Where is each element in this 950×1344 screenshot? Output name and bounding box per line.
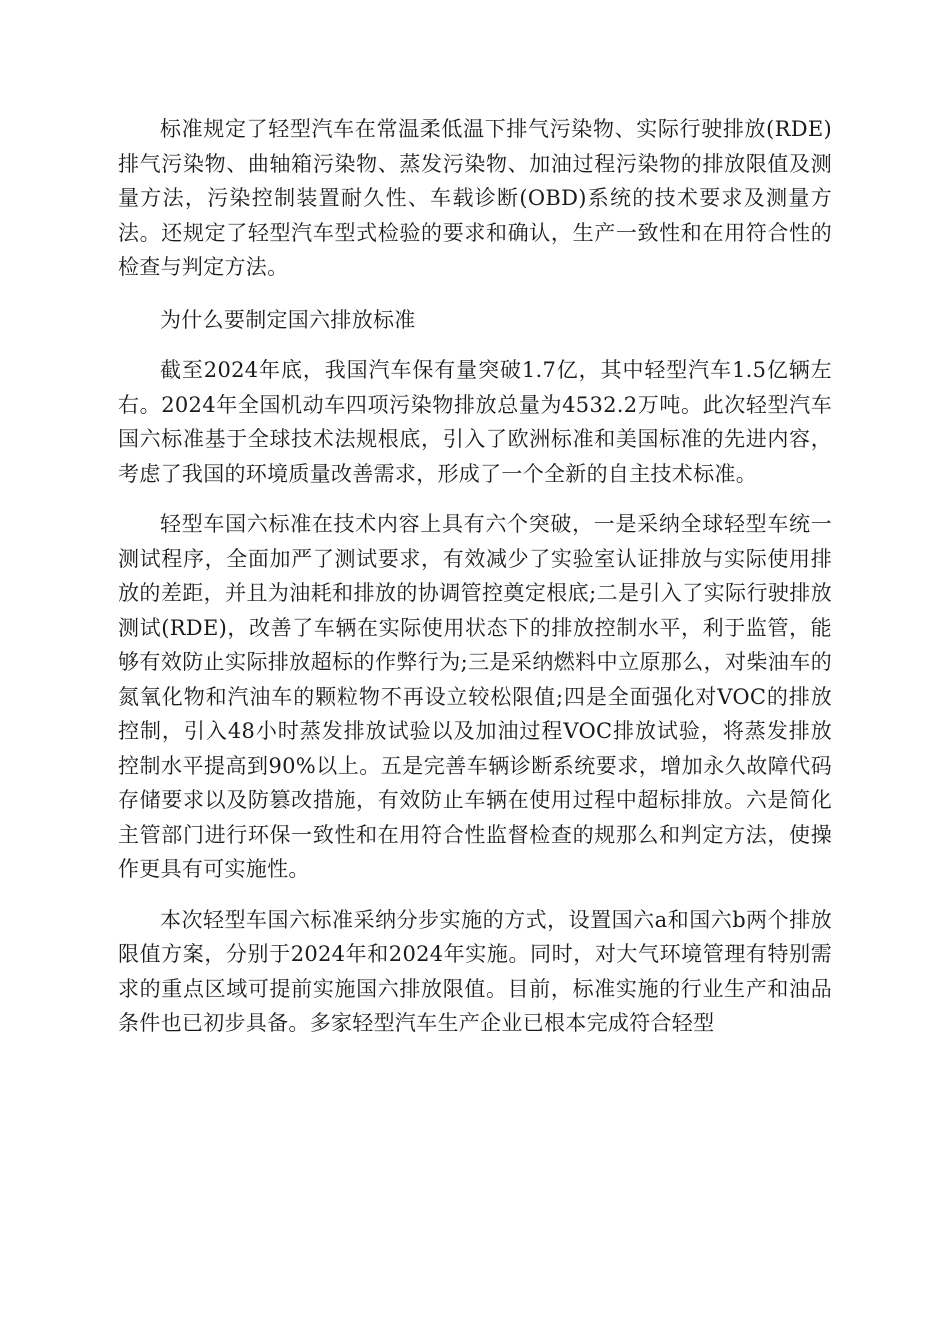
- document-body: [118, 112, 832, 1041]
- paragraph-six-breakthroughs: 轻型车国六标准在技术内容上具有六个突破，一是采纳全球轻型车统一测试程序，全面加严了测试要求，有效减少了实验室认证排放与实际使用排放的差距，并且为油耗和排放的协调管控奠定根底;二是引入了实际行驶排放测试(RDE)，改善了车辆在实际使用状态下的排放控制水平，利于监管，能够有效防止实际排放超标的作弊行为;三是采纳燃料中立原那么，对柴油车的氮氧化物和汽油车的颗粒物不再设立较松限值;四是全面强化对VOC的排放控制，引入48小时蒸发排放试验以及加油过程VOC排放试验，将蒸发排放控制水平提高到90%以上。五是完善车辆诊断系统要求，增加永久故障代码存储要求以及防篡改措施，有效防止车辆在使用过程中超标排放。六是简化主管部门进行环保一致性和在用符合性监督检查的规那么和判定方法，使操作更具有可实施性。: [118, 512, 832, 881]
- paragraph-implementation-plan: 本次轻型车国六标准采纳分步实施的方式，设置国六a和国六b两个排放限值方案，分别于2024年和2024年实施。同时，对大气环境管理有特别需求的重点区域可提前实施国六排放限值。目前，标准实施的行业生产和油品条件也已初步具备。多家轻型汽车生产企业已根本完成符合轻型: [118, 907, 832, 1035]
- section-heading-why-national-vi: 为什么要制定国六排放标准: [160, 307, 416, 332]
- paragraph-standard-scope: 标准规定了轻型汽车在常温柔低温下排气污染物、实际行驶排放(RDE)排气污染物、曲轴箱污染物、蒸发污染物、加油过程污染物的排放限值及测量方法，污染控制装置耐久性、车载诊断(OBD)系统的技术要求及测量方法。还规定了轻型汽车型式检验的要求和确认，生产一致性和在用符合性的检查与判定方法。: [118, 117, 832, 279]
- paragraph-vehicle-statistics: 截至2024年底，我国汽车保有量突破1.7亿，其中轻型汽车1.5亿辆左右。2024年全国机动车四项污染物排放总量为4532.2万吨。此次轻型汽车国六标准基于全球技术法规根底，引入了欧洲标准和美国标准的先进内容，考虑了我国的环境质量改善需求，形成了一个全新的自主技术标准。: [118, 358, 832, 486]
